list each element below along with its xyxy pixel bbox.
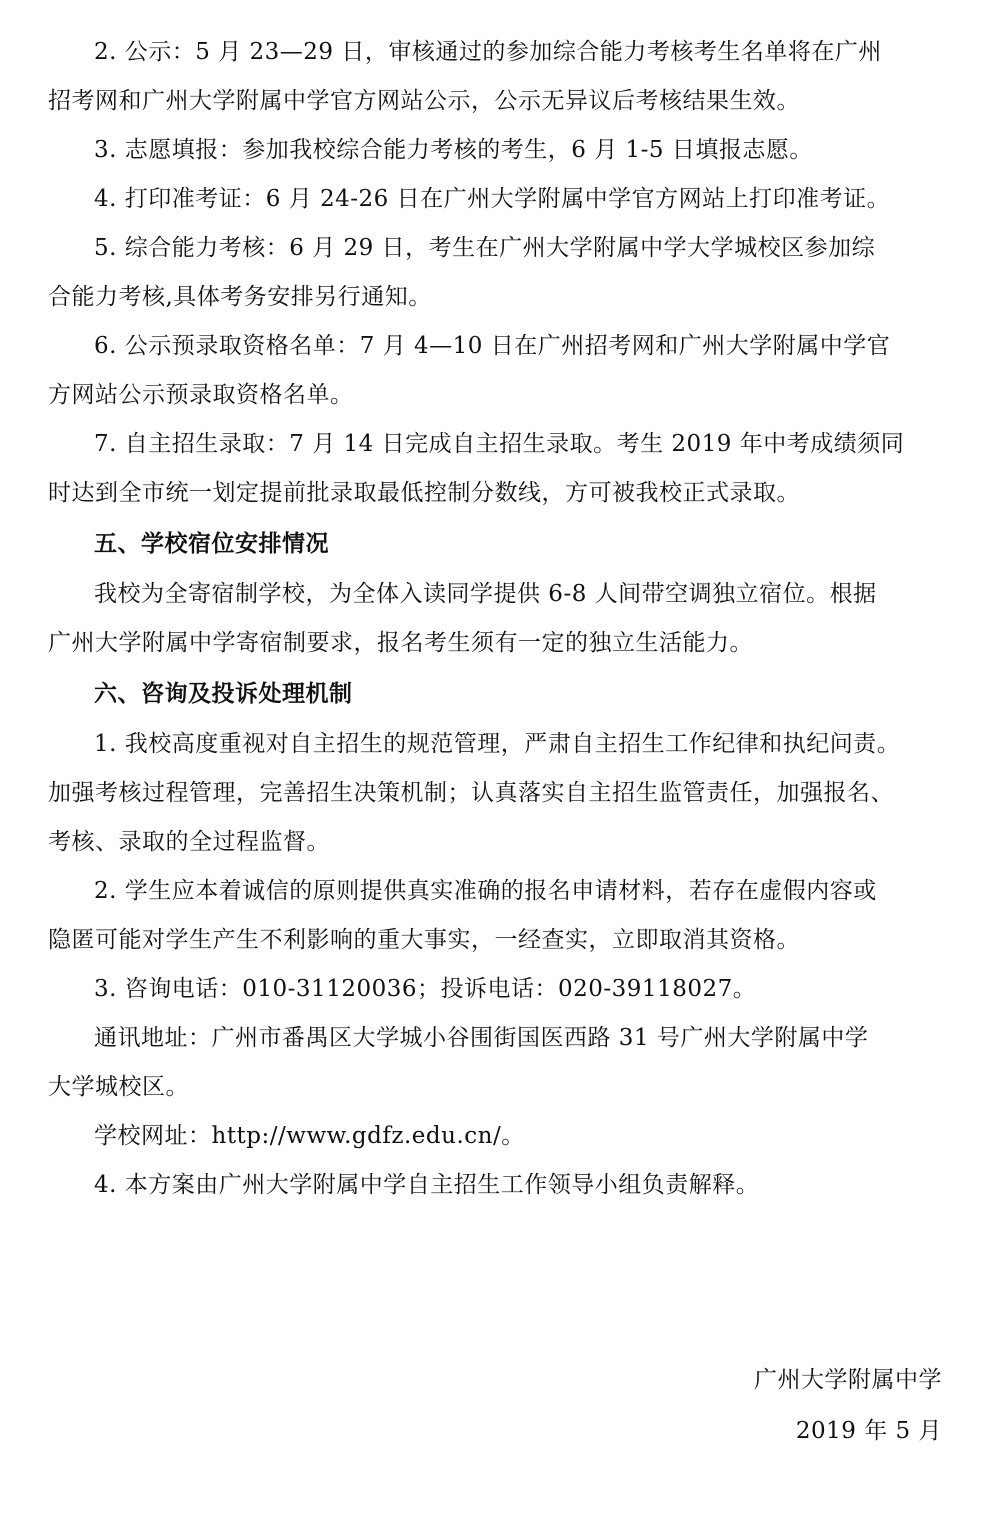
item-2-publicity bbox=[48, 28, 952, 126]
section-5-heading: 五、学校宿位安排情况 bbox=[94, 531, 329, 557]
signature-organization: 广州大学附属中学 bbox=[754, 1367, 942, 1393]
text-line: 3. 咨询电话：010-31120036；投诉电话：020-39118027。 bbox=[94, 976, 757, 1002]
text-line: 时达到全市统一划定提前批录取最低控制分数线，方可被我校正式录取。 bbox=[48, 480, 800, 506]
section-6-item-3-phones bbox=[48, 965, 952, 1014]
section-5-paragraph bbox=[48, 570, 952, 668]
text-line: 学校网址：http://www.gdfz.edu.cn/。 bbox=[94, 1123, 525, 1149]
text-line: 4. 打印准考证：6 月 24-26 日在广州大学附属中学官方网站上打印准考证。 bbox=[94, 186, 891, 212]
section-6-item-2 bbox=[48, 867, 952, 965]
section-6-address bbox=[48, 1014, 952, 1112]
item-5-assessment bbox=[48, 224, 952, 322]
text-line: 7. 自主招生录取：7 月 14 日完成自主招生录取。考生 2019 年中考成绩须同 bbox=[94, 431, 905, 457]
text-line: 方网站公示预录取资格名单。 bbox=[48, 382, 354, 408]
signature-date: 2019 年 5 月 bbox=[795, 1418, 942, 1444]
text-line: 6. 公示预录取资格名单：7 月 4—10 日在广州招考网和广州大学附属中学官 bbox=[94, 333, 891, 359]
text-line: 合能力考核,具体考务安排另行通知。 bbox=[48, 284, 432, 310]
text-line: 5. 综合能力考核：6 月 29 日，考生在广州大学附属中学大学城校区参加综 bbox=[94, 235, 876, 261]
text-line: 我校为全寄宿制学校，为全体入读同学提供 6-8 人间带空调独立宿位。根据 bbox=[94, 581, 877, 607]
text-line: 广州大学附属中学寄宿制要求，报名考生须有一定的独立生活能力。 bbox=[48, 630, 753, 656]
text-line: 考核、录取的全过程监督。 bbox=[48, 829, 330, 855]
document-body bbox=[48, 28, 952, 1210]
item-6-pre-admission-list bbox=[48, 322, 952, 420]
section-6-item-1 bbox=[48, 720, 952, 867]
text-line: 招考网和广州大学附属中学官方网站公示，公示无异议后考核结果生效。 bbox=[48, 88, 800, 114]
text-line: 通讯地址：广州市番禺区大学城小谷围街国医西路 31 号广州大学附属中学 bbox=[94, 1025, 869, 1051]
section-6-item-4 bbox=[48, 1161, 952, 1210]
text-line: 2. 公示：5 月 23—29 日，审核通过的参加综合能力考核考生名单将在广州 bbox=[94, 39, 882, 65]
section-6-heading: 六、咨询及投诉处理机制 bbox=[94, 681, 353, 707]
section-6-website bbox=[48, 1112, 952, 1161]
item-7-admission bbox=[48, 420, 952, 518]
text-line: 隐匿可能对学生产生不利影响的重大事实，一经查实，立即取消其资格。 bbox=[48, 927, 800, 953]
text-line: 大学城校区。 bbox=[48, 1074, 189, 1100]
text-line: 2. 学生应本着诚信的原则提供真实准确的报名申请材料，若存在虚假内容或 bbox=[94, 878, 877, 904]
text-line: 加强考核过程管理，完善招生决策机制；认真落实自主招生监管责任，加强报名、 bbox=[48, 780, 894, 806]
text-line: 1. 我校高度重视对自主招生的规范管理，严肃自主招生工作纪律和执纪问责。 bbox=[94, 731, 901, 757]
text-line: 4. 本方案由广州大学附属中学自主招生工作领导小组负责解释。 bbox=[94, 1172, 760, 1198]
item-3-application bbox=[48, 126, 952, 175]
text-line: 3. 志愿填报：参加我校综合能力考核的考生，6 月 1-5 日填报志愿。 bbox=[94, 137, 813, 163]
item-4-admission-ticket bbox=[48, 175, 952, 224]
